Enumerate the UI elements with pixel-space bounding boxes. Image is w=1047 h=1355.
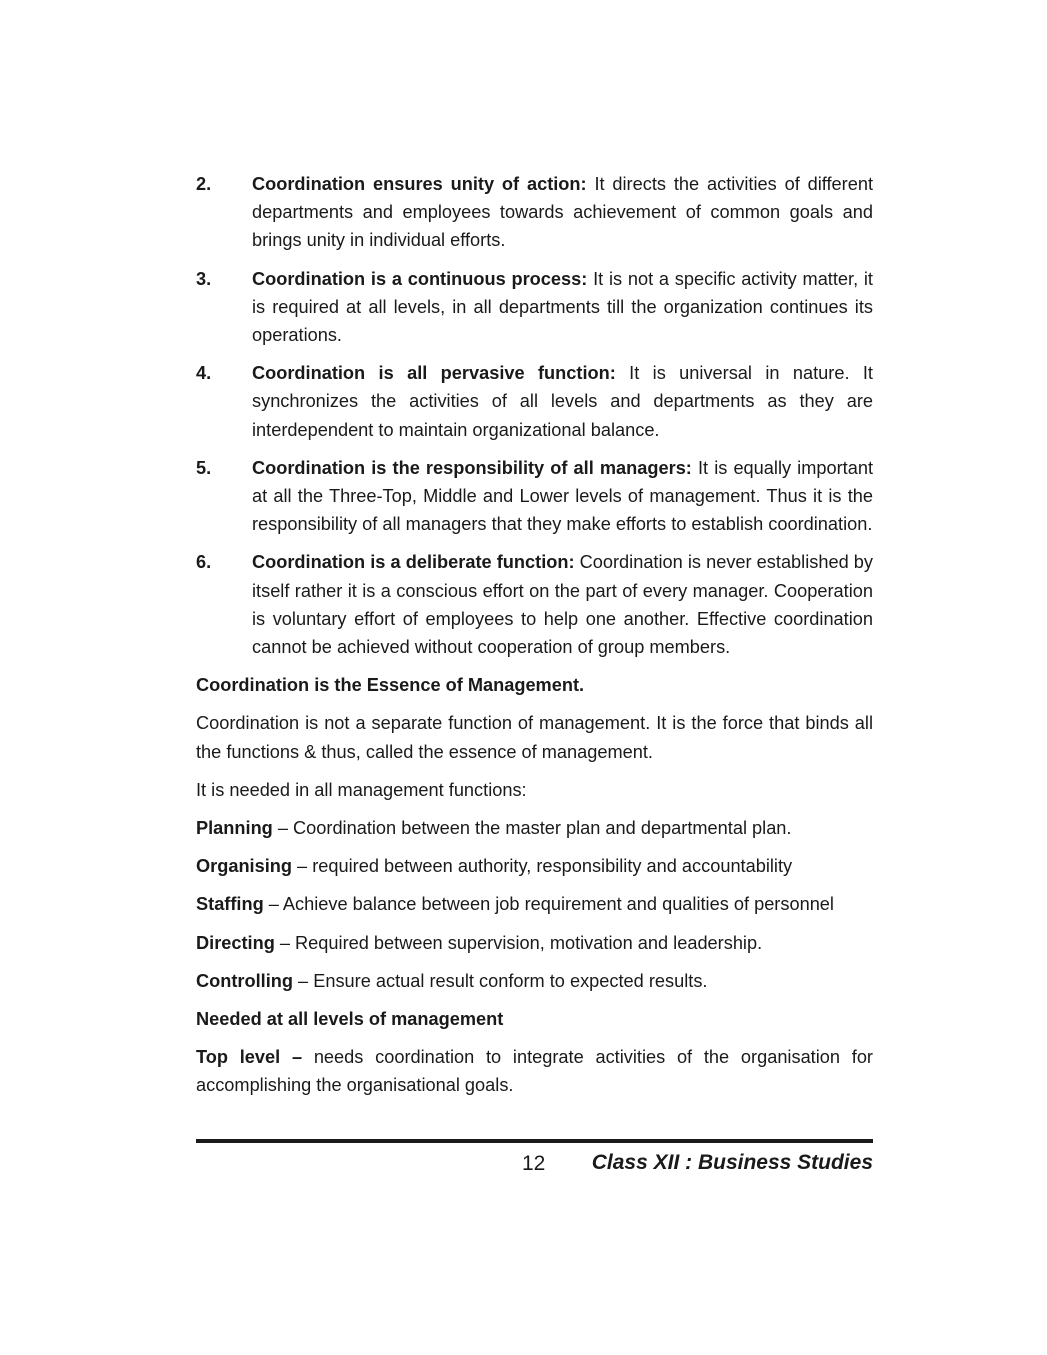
item-text: It directs the activities of different departments and employees towards achievement of common goals and brings unity in individual efforts. (252, 174, 873, 251)
list-item (196, 359, 873, 444)
list-item (196, 170, 873, 255)
item-text: It is not a specific activity matter, it is required at all levels, in all departments till the organization continues its operations. (252, 268, 873, 346)
function-line-staffing (196, 890, 873, 918)
item-heading: Coordination ensures unity of action: (252, 174, 587, 194)
function-line-directing (196, 929, 873, 957)
list-item (196, 548, 873, 661)
item-text: It is equally important at all the Three-Top, Middle and Lower levels of management. Thus it is the responsibility of all managers that they make efforts to establish coordination. (252, 457, 873, 535)
function-term: Planning (196, 818, 273, 839)
function-term: Directing (196, 932, 275, 953)
list-item (196, 265, 873, 350)
footer-divider (196, 1139, 873, 1143)
essence-heading: Coordination is the Essence of Management. (196, 675, 585, 696)
function-line-organising (196, 852, 873, 880)
item-number: 5. (196, 457, 212, 478)
item-heading: Coordination is the responsibility of all managers: (252, 457, 692, 478)
function-text: – Ensure actual result conform to expected results. (292, 970, 708, 991)
levels-heading: Needed at all levels of management (196, 1009, 504, 1030)
item-heading: Coordination is a continuous process: (252, 268, 588, 289)
page-body (196, 170, 873, 1110)
essence-paragraph: Coordination is not a separate function of management. It is the force that binds all the functions & thus, called the essence of management. (196, 713, 873, 762)
function-line-planning (196, 814, 873, 842)
function-text: – Coordination between the master plan and departmental plan. (272, 818, 792, 839)
function-term: Organising (196, 856, 292, 877)
item-number: 4. (196, 363, 212, 384)
item-heading: Coordination is all pervasive function: (252, 363, 616, 384)
page-number: 12 (522, 1152, 546, 1175)
function-text: – Achieve balance between job requirement and qualities of personnel (263, 894, 834, 915)
item-heading: Coordination is a deliberate function: (252, 552, 575, 573)
item-number: 2. (196, 174, 212, 194)
list-item (196, 454, 873, 539)
function-text: – Required between supervision, motivation and leadership. (274, 932, 763, 953)
item-number: 3. (196, 268, 212, 289)
item-number: 6. (196, 552, 212, 573)
item-text: It is universal in nature. It synchronizes the activities of all levels and departments as they are interdependent to maintain organizational balance. (252, 363, 873, 440)
function-text: – required between authority, responsibility and accountability (292, 856, 793, 877)
item-text: Coordination is never established by itself rather it is a conscious effort on the part of every manager. Cooperation is voluntary effort of employees to help one another. Effective coordination cannot be achieved without cooperation of group members. (252, 552, 874, 658)
function-term: Staffing (196, 894, 264, 915)
function-term: Controlling (196, 970, 293, 991)
top-level-text: needs coordination to integrate activities of the organisation for accomplishing the organisational goals. (196, 1047, 873, 1096)
footer-title: Class XII : Business Studies (591, 1151, 873, 1174)
essence-intro: It is needed in all management functions: (196, 779, 527, 800)
top-level-paragraph (196, 1043, 873, 1099)
top-level-term: Top level – (196, 1047, 303, 1068)
function-line-controlling (196, 967, 873, 995)
